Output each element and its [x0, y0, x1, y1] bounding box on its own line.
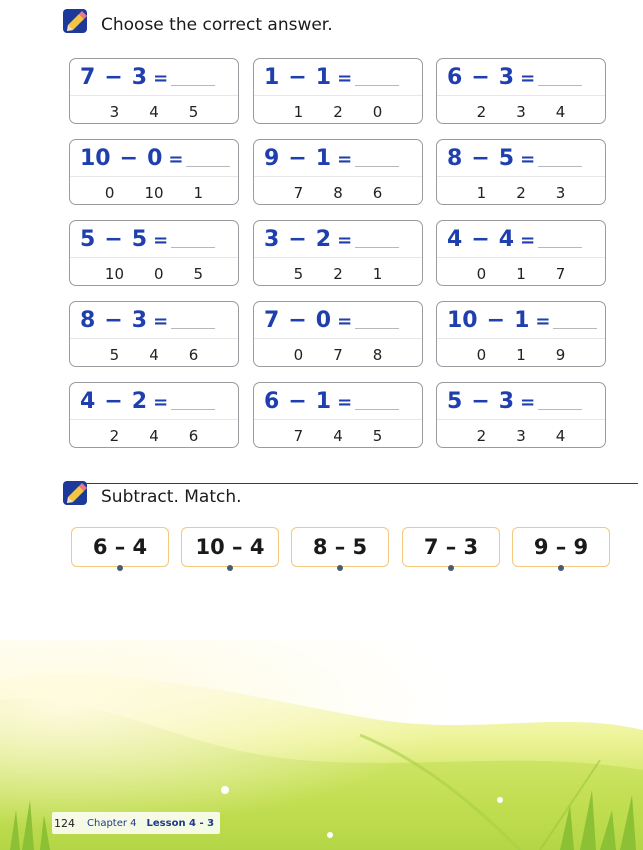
minus-sign: − — [471, 146, 490, 171]
operand-a: 7 — [80, 65, 96, 90]
problem-card — [436, 139, 606, 205]
equals-sign: = — [337, 68, 353, 89]
answer-blank[interactable] — [355, 69, 399, 86]
match-dot[interactable] — [558, 565, 564, 571]
answer-options — [254, 265, 422, 283]
answer-option[interactable]: 5 — [188, 103, 199, 121]
operand-b: 2 — [131, 389, 148, 414]
minus-sign: − — [486, 308, 506, 333]
problem-expression — [447, 227, 595, 257]
problem-card — [253, 139, 423, 205]
section1-title: Choose the correct answer. — [101, 15, 333, 35]
operand-b: 3 — [498, 389, 515, 414]
answer-option[interactable]: 4 — [149, 103, 159, 121]
answer-option[interactable]: 3 — [555, 184, 566, 202]
minus-sign: − — [104, 227, 123, 252]
problem-expression — [447, 65, 595, 95]
operand-b: 3 — [131, 308, 148, 333]
answer-option[interactable]: 8 — [372, 346, 383, 364]
answer-option[interactable]: 1 — [476, 184, 487, 202]
minus-sign: − — [288, 308, 307, 333]
guide-line — [254, 176, 422, 177]
answer-option[interactable]: 5 — [109, 346, 120, 364]
answer-option[interactable]: 3 — [109, 103, 120, 121]
operand-a: 8 — [447, 146, 463, 171]
answer-blank[interactable] — [171, 393, 215, 410]
operand-b: 5 — [131, 227, 148, 252]
pencil-icon — [62, 480, 90, 506]
problem-card — [253, 220, 423, 286]
minus-sign: − — [104, 65, 123, 90]
answer-option[interactable]: 6 — [188, 427, 199, 445]
match-dot[interactable] — [337, 565, 343, 571]
match-dot[interactable] — [227, 565, 233, 571]
answer-option[interactable]: 10 — [144, 184, 164, 202]
equals-sign: = — [535, 311, 551, 332]
operand-a: 4 — [447, 227, 463, 252]
answer-option[interactable]: 7 — [293, 184, 304, 202]
answer-options — [70, 184, 238, 202]
operand-b: 1 — [315, 146, 332, 171]
match-top-expression[interactable]: 10 – 4 — [181, 527, 279, 567]
minus-sign: − — [288, 146, 307, 171]
operand-a: 10 — [80, 146, 111, 171]
answer-option[interactable]: 6 — [372, 184, 383, 202]
answer-options — [437, 184, 605, 202]
equals-sign: = — [337, 311, 353, 332]
operand-b: 3 — [131, 65, 148, 90]
answer-option[interactable]: 0 — [476, 346, 487, 364]
answer-blank[interactable] — [355, 150, 399, 167]
operand-b: 2 — [315, 227, 332, 252]
answer-blank[interactable] — [553, 312, 597, 329]
problem-expression — [80, 146, 228, 176]
answer-option[interactable]: 7 — [333, 346, 343, 364]
match-dot[interactable] — [448, 565, 454, 571]
equals-sign: = — [520, 149, 536, 170]
equals-sign: = — [337, 149, 353, 170]
answer-option[interactable]: 0 — [293, 346, 304, 364]
answer-option[interactable]: 4 — [555, 103, 566, 121]
answer-options — [437, 346, 605, 364]
guide-line — [70, 419, 238, 420]
problem-expression — [447, 308, 595, 338]
operand-b: 3 — [498, 65, 515, 90]
answer-options — [254, 427, 422, 445]
section-divider — [86, 483, 638, 484]
answer-blank[interactable] — [538, 150, 582, 167]
operand-b: 0 — [315, 308, 332, 333]
guide-line — [254, 419, 422, 420]
problem-expression — [80, 389, 228, 419]
problem-card — [69, 58, 239, 124]
equals-sign: = — [520, 230, 536, 251]
answer-blank[interactable] — [355, 312, 399, 329]
guide-line — [70, 95, 238, 96]
minus-sign: − — [288, 65, 307, 90]
answer-option[interactable]: 1 — [516, 346, 526, 364]
operand-a: 5 — [80, 227, 96, 252]
answer-blank[interactable] — [538, 69, 582, 86]
lesson-label: Lesson 4 - 3 — [146, 817, 215, 829]
match-top-expression[interactable]: 6 – 4 — [71, 527, 169, 567]
answer-blank[interactable] — [355, 231, 399, 248]
operand-b: 1 — [315, 65, 332, 90]
answer-option[interactable]: 1 — [293, 103, 304, 121]
guide-line — [70, 257, 238, 258]
problem-expression — [264, 227, 412, 257]
answer-blank[interactable] — [171, 312, 215, 329]
operand-a: 5 — [447, 389, 463, 414]
answer-option[interactable]: 3 — [516, 427, 526, 445]
problem-expression — [80, 308, 228, 338]
problem-card — [436, 220, 606, 286]
operand-a: 6 — [447, 65, 463, 90]
minus-sign: − — [104, 389, 123, 414]
operand-a: 1 — [264, 65, 280, 90]
operand-a: 6 — [264, 389, 280, 414]
problem-expression — [80, 65, 228, 95]
answer-option[interactable]: 5 — [193, 265, 204, 283]
minus-sign: − — [471, 227, 490, 252]
problem-card — [253, 382, 423, 448]
operand-b: 0 — [147, 146, 163, 171]
problem-card — [436, 58, 606, 124]
equals-sign: = — [520, 392, 536, 413]
minus-sign: − — [471, 65, 490, 90]
answer-options — [254, 346, 422, 364]
guide-line — [437, 257, 605, 258]
answer-option[interactable]: 2 — [476, 103, 487, 121]
answer-option[interactable]: 4 — [149, 427, 159, 445]
answer-blank[interactable] — [538, 393, 582, 410]
answer-option[interactable]: 10 — [104, 265, 124, 283]
answer-blank[interactable] — [355, 393, 399, 410]
answer-option[interactable]: 5 — [372, 427, 383, 445]
answer-option[interactable]: 0 — [104, 184, 115, 202]
equals-sign: = — [337, 230, 353, 251]
problem-expression — [264, 308, 412, 338]
problem-card — [69, 139, 239, 205]
equals-sign: = — [337, 392, 353, 413]
match-top-expression[interactable]: 8 – 5 — [291, 527, 389, 567]
answer-option[interactable]: 4 — [149, 346, 159, 364]
guide-line — [254, 95, 422, 96]
answer-option[interactable]: 0 — [372, 103, 383, 121]
answer-options — [437, 265, 605, 283]
guide-line — [437, 338, 605, 339]
problem-card — [69, 220, 239, 286]
problem-card — [436, 382, 606, 448]
pencil-icon — [62, 8, 90, 34]
answer-options — [254, 103, 422, 121]
problem-card — [253, 301, 423, 367]
chapter-label: Chapter 4 — [87, 817, 137, 829]
problem-expression — [264, 146, 412, 176]
answer-options — [70, 427, 238, 445]
equals-sign: = — [153, 311, 169, 332]
minus-sign: − — [471, 389, 490, 414]
operand-b: 4 — [498, 227, 515, 252]
problem-card — [69, 382, 239, 448]
guide-line — [70, 338, 238, 339]
answer-option[interactable]: 2 — [333, 103, 343, 121]
answer-option[interactable]: 8 — [333, 184, 343, 202]
minus-sign: − — [119, 146, 139, 171]
problem-card — [69, 301, 239, 367]
operand-b: 1 — [315, 389, 332, 414]
operand-a: 3 — [264, 227, 280, 252]
problem-expression — [264, 389, 412, 419]
guide-line — [254, 338, 422, 339]
equals-sign: = — [153, 68, 169, 89]
answer-options — [437, 103, 605, 121]
page-number: 124 — [54, 816, 75, 830]
answer-option[interactable]: 5 — [293, 265, 304, 283]
answer-blank[interactable] — [538, 231, 582, 248]
problem-expression — [447, 389, 595, 419]
equals-sign: = — [168, 149, 184, 170]
match-dot[interactable] — [117, 565, 123, 571]
answer-options — [70, 103, 238, 121]
answer-option[interactable]: 4 — [333, 427, 343, 445]
answer-option[interactable]: 2 — [109, 427, 120, 445]
answer-option[interactable]: 1 — [516, 265, 526, 283]
operand-a: 9 — [264, 146, 280, 171]
section2-title: Subtract. Match. — [101, 487, 242, 507]
operand-b: 1 — [514, 308, 530, 333]
answer-option[interactable]: 1 — [372, 265, 383, 283]
equals-sign: = — [153, 392, 169, 413]
operand-a: 7 — [264, 308, 280, 333]
answer-option[interactable]: 7 — [555, 265, 566, 283]
minus-sign: − — [288, 389, 307, 414]
problem-expression — [80, 227, 228, 257]
guide-line — [437, 95, 605, 96]
guide-line — [254, 257, 422, 258]
problem-expression — [447, 146, 595, 176]
operand-a: 4 — [80, 389, 96, 414]
problem-card — [436, 301, 606, 367]
match-top-expression[interactable]: 9 – 9 — [512, 527, 610, 567]
operand-a: 8 — [80, 308, 96, 333]
answer-option[interactable]: 6 — [188, 346, 199, 364]
equals-sign: = — [153, 230, 169, 251]
match-top-expression[interactable]: 7 – 3 — [402, 527, 500, 567]
answer-blank[interactable] — [171, 69, 215, 86]
minus-sign: − — [288, 227, 307, 252]
answer-option[interactable]: 4 — [555, 427, 566, 445]
answer-option[interactable]: 2 — [333, 265, 343, 283]
answer-blank[interactable] — [171, 231, 215, 248]
operand-a: 10 — [447, 308, 478, 333]
minus-sign: − — [104, 308, 123, 333]
answer-option[interactable]: 2 — [476, 427, 487, 445]
answer-option[interactable]: 0 — [154, 265, 164, 283]
guide-line — [437, 419, 605, 420]
answer-options — [437, 427, 605, 445]
operand-b: 5 — [498, 146, 515, 171]
page-footer — [52, 812, 220, 834]
answer-options — [70, 346, 238, 364]
answer-option[interactable]: 1 — [193, 184, 204, 202]
answer-option[interactable]: 0 — [476, 265, 487, 283]
answer-option[interactable]: 9 — [555, 346, 566, 364]
answer-option[interactable]: 2 — [516, 184, 526, 202]
problem-expression — [264, 65, 412, 95]
answer-blank[interactable] — [186, 150, 230, 167]
guide-line — [437, 176, 605, 177]
problem-card — [253, 58, 423, 124]
answer-options — [70, 265, 238, 283]
answer-option[interactable]: 3 — [516, 103, 526, 121]
equals-sign: = — [520, 68, 536, 89]
answer-option[interactable]: 7 — [293, 427, 304, 445]
answer-options — [254, 184, 422, 202]
guide-line — [70, 176, 238, 177]
